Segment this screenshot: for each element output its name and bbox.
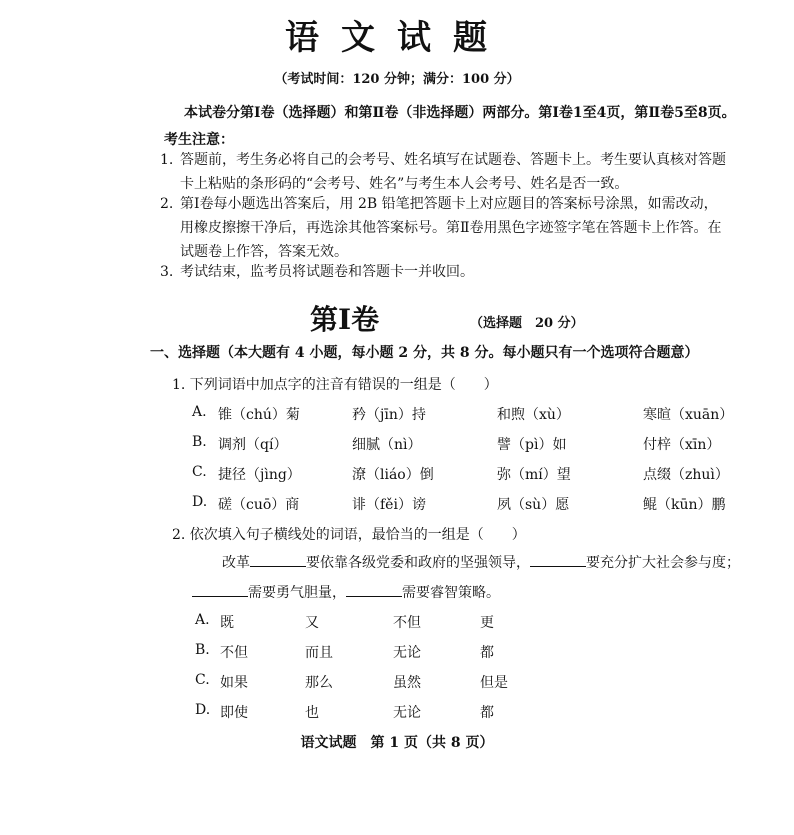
q1-option-item: 譬（pì）如 <box>497 437 567 453</box>
q1-option-item: 潦（liáo）倒 <box>352 467 434 483</box>
q2-sentence-line-1 <box>222 552 740 572</box>
q1-option-item: 细腻（nì） <box>352 437 422 453</box>
q1-option-label: D. <box>192 494 208 510</box>
page-footer: 语文试题 第 1 页（共 8 页） <box>300 735 494 751</box>
q2-sentence-part: 改革 <box>222 555 250 571</box>
q1-option-item: 磋（cuō）商 <box>218 497 300 513</box>
q2-option-item: 无论 <box>393 705 421 721</box>
note-line: 考试结束，监考员将试题卷和答题卡一并收回。 <box>180 264 474 280</box>
q1-option-label: C. <box>192 464 207 480</box>
q2-sentence-part: 需要勇气胆量， <box>248 585 346 601</box>
q2-option-item: 虽然 <box>393 675 421 691</box>
exam-intro: 本试卷分第Ⅰ卷（选择题）和第Ⅱ卷（非选择题）两部分。第Ⅰ卷1至4页，第Ⅱ卷5至8页。 <box>184 105 736 121</box>
fill-blank <box>530 552 586 567</box>
q1-option-item: 夙（sù）愿 <box>497 497 570 513</box>
q1-option-item: 捷径（jìng） <box>218 467 301 483</box>
q1-option-item: 和煦（xù） <box>497 407 570 423</box>
q1-option-item: 弥（mí）望 <box>497 467 571 483</box>
q1-stem: 1. 下列词语中加点字的注音有错误的一组是（ ） <box>172 377 498 393</box>
note-number: 3. <box>160 264 174 280</box>
note-number: 2. <box>160 196 174 212</box>
q1-option-item: 调剂（qí） <box>218 437 288 453</box>
notice-label: 考生注意： <box>164 132 234 148</box>
q2-option-item: 无论 <box>393 645 421 661</box>
q2-option-item: 如果 <box>220 675 248 691</box>
q1-option-item: 锥（chú）菊 <box>218 407 300 423</box>
part-heading: 一、选择题（本大题有 4 小题，每小题 2 分，共 8 分。每小题只有一个选项符合题意） <box>150 345 699 361</box>
fill-blank <box>192 582 248 597</box>
q1-option-label: B. <box>192 434 207 450</box>
q2-option-label: A. <box>195 612 210 628</box>
q2-option-item: 不但 <box>393 615 421 631</box>
note-line: 卡上粘贴的条形码的“会考号、姓名”与考生本人会考号、姓名是否一致。 <box>180 176 629 192</box>
q2-option-item: 也 <box>305 705 319 721</box>
q2-option-item: 都 <box>480 645 494 661</box>
q2-stem: 2. 依次填入句子横线处的词语，最恰当的一组是（ ） <box>172 527 526 543</box>
q1-option-item: 点缀（zhuì） <box>643 467 729 483</box>
q1-option-item: 诽（fěi）谤 <box>352 497 426 513</box>
note-line: 用橡皮擦擦干净后，再选涂其他答案标号。第Ⅱ卷用黑色字迹签字笔在答题卡上作答。在 <box>180 220 722 236</box>
note-line: 试题卷上作答，答案无效。 <box>180 244 348 260</box>
section-title: 第Ⅰ卷 <box>310 303 380 336</box>
q2-option-item: 又 <box>305 615 319 631</box>
q1-option-item: 寒暄（xuān） <box>643 407 734 423</box>
fill-blank <box>346 582 402 597</box>
note-3 <box>160 260 474 284</box>
note-line: 第Ⅰ卷每小题选出答案后，用 2B 铅笔把答题卡上对应题目的答案标号涂黑，如需改动， <box>180 196 718 212</box>
q2-option-item: 但是 <box>480 675 508 691</box>
q2-sentence-part: 要依靠各级党委和政府的坚强领导， <box>306 555 530 571</box>
q2-option-item: 即使 <box>220 705 248 721</box>
q2-option-item: 不但 <box>220 645 248 661</box>
note-number: 1. <box>160 152 174 168</box>
fill-blank <box>250 552 306 567</box>
q2-sentence-part: 需要睿智策略。 <box>402 585 500 601</box>
q1-option-item: 付梓（xīn） <box>643 437 721 453</box>
q1-option-item: 矜（jīn）持 <box>352 407 426 423</box>
exam-time-info: （考试时间：120 分钟；满分：100 分） <box>274 72 520 87</box>
q2-option-label: C. <box>195 672 210 688</box>
q2-option-label: D. <box>195 702 211 718</box>
q2-option-item: 都 <box>480 705 494 721</box>
q2-option-item: 更 <box>480 615 494 631</box>
q2-option-item: 既 <box>220 615 234 631</box>
q2-option-label: B. <box>195 642 210 658</box>
note-2 <box>160 192 722 264</box>
q2-sentence-part: 要充分扩大社会参与度； <box>586 555 740 571</box>
q1-option-label: A. <box>192 404 207 420</box>
q2-option-item: 那么 <box>305 675 333 691</box>
q2-sentence-line-2 <box>192 582 500 602</box>
section-subtitle: （选择题 20 分） <box>470 316 584 331</box>
note-line: 答题前，考生务必将自己的会考号、姓名填写在试题卷、答题卡上。考生要认真核对答题 <box>180 152 726 168</box>
note-1 <box>160 148 726 196</box>
q1-option-item: 鲲（kūn）鹏 <box>643 497 726 513</box>
q2-option-item: 而且 <box>305 645 333 661</box>
exam-title: 语文试题 <box>285 18 509 58</box>
